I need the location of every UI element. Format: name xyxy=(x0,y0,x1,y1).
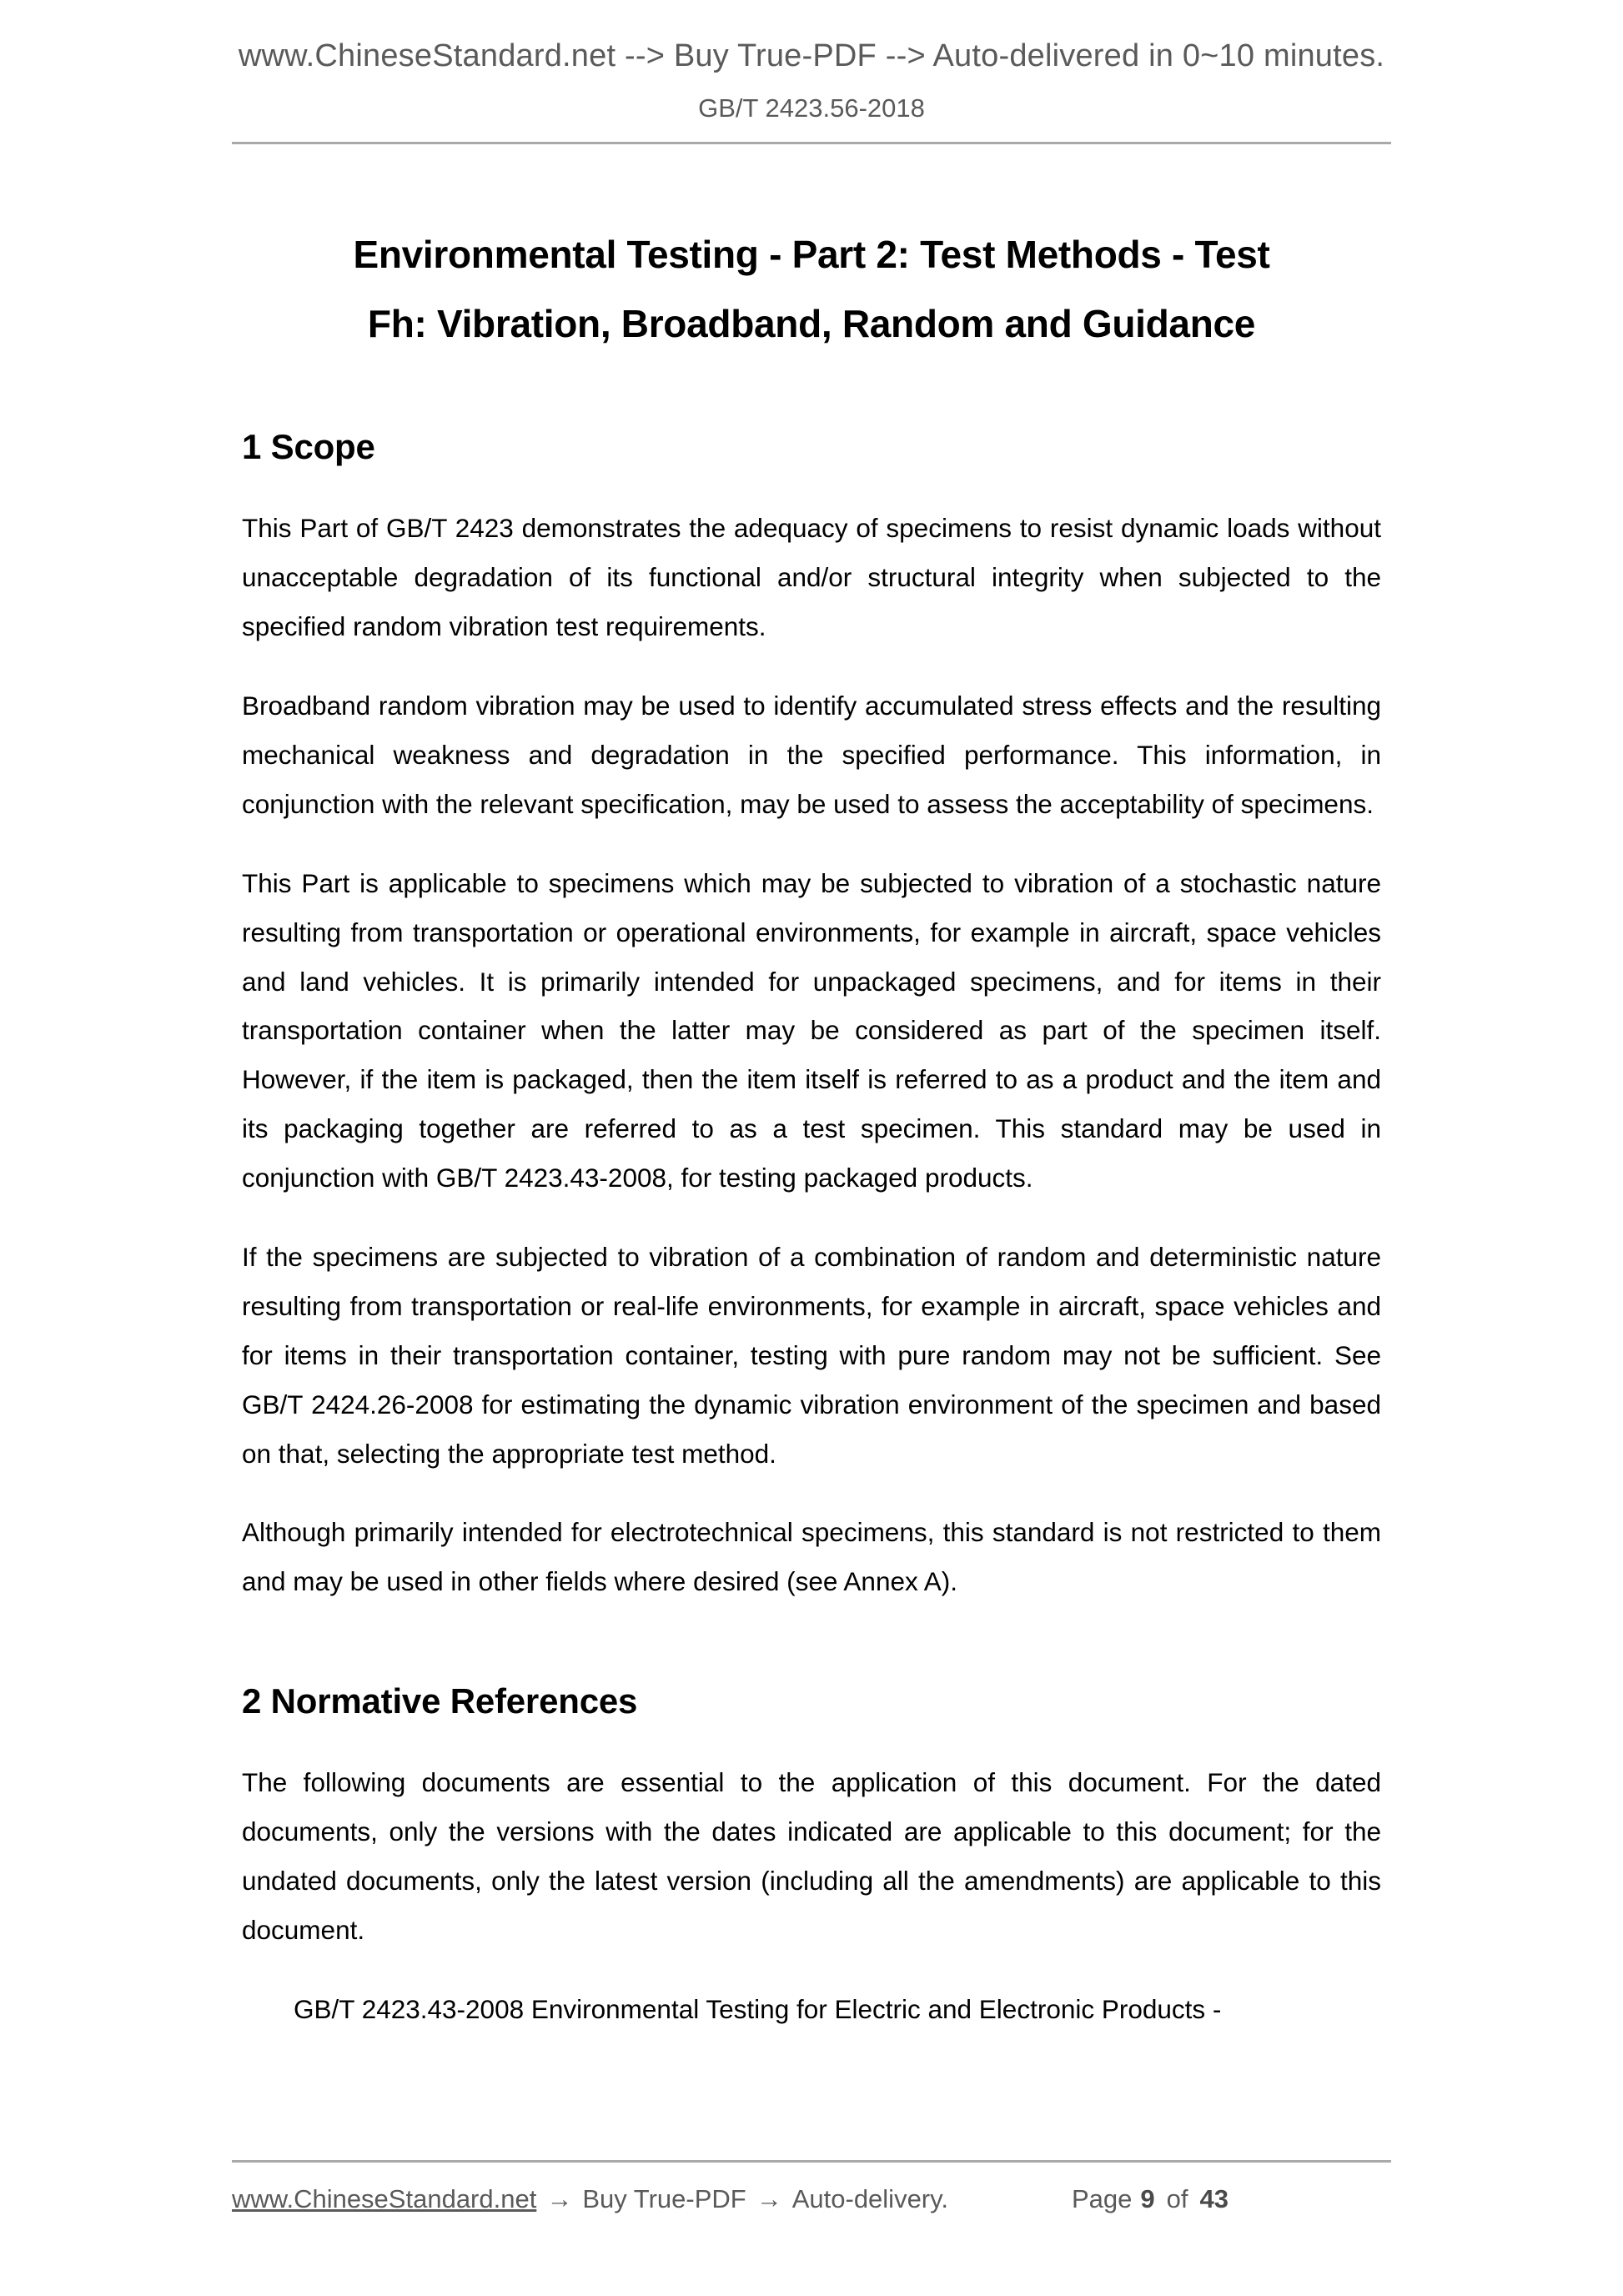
section-heading-normative-references: 2 Normative References xyxy=(242,1681,638,1721)
current-page-number: 9 xyxy=(1140,2184,1155,2213)
header-divider xyxy=(232,142,1391,144)
page-label: Page xyxy=(1071,2184,1133,2213)
paragraph: The following documents are essential to the application of this document. For the dated documents, only the versions with the dates indicated are applicable to this document; for the undated documents, only the latest version (including all the amendments) are applicable to this document. xyxy=(242,1767,1381,1945)
page-title-line-1: Environmental Testing - Part 2: Test Methods - Test xyxy=(353,233,1270,276)
page-indicator xyxy=(1072,2184,1237,2214)
arrow-right-icon: → xyxy=(756,2184,782,2213)
paragraph: If the specimens are subjected to vibration of a combination of random and deterministic nature resulting from transportation or real-life environments, for example in aircraft, space vehicles and for items in their transportation container, testing with pure random may not be sufficient. See GB/T 2424.26-2008 for estimating the dynamic vibration environment of the specimen and based on that, selecting the appropriate test method. xyxy=(242,1242,1381,1469)
paragraph: This Part is applicable to specimens which may be subjected to vibration of a stochastic nature resulting from transportation or operational environments, for example in aircraft, space vehicles and land vehicles. It is primarily intended for unpackaged specimens, and for items in their transportation container when the latter may be considered as part of the specimen itself. However, if the item is packaged, then the item itself is referred to as a product and the item and its packaging together are referred to as a test specimen. This standard may be used in conjunction with GB/T 2423.43-2008, for testing packaged products. xyxy=(242,867,1381,1193)
page-title xyxy=(242,229,1381,349)
page-footer xyxy=(0,2160,1623,2296)
page-header xyxy=(0,0,1623,144)
footer-site-link[interactable]: www.ChineseStandard.net xyxy=(232,2184,537,2213)
page-title-line-2: Fh: Vibration, Broadband, Random and Guidance xyxy=(367,301,1256,345)
footer-buy-label: Buy True-PDF xyxy=(582,2184,746,2213)
of-label: of xyxy=(1166,2184,1188,2213)
paragraph: This Part of GB/T 2423 demonstrates the adequacy of specimens to resist dynamic loads without unacceptable degradation of its functional and/or structural integrity when subjected to the specified random vibration test requirements. xyxy=(242,513,1381,642)
header-standard-number: GB/T 2423.56-2018 xyxy=(698,93,925,123)
paragraph: Broadband random vibration may be used to identify accumulated stress effects and the resulting mechanical weakness and degradation in the specified performance. This information, in conjunction with the relevant specification, may be used to assess the acceptability of specimens. xyxy=(242,691,1381,819)
footer-promo-group xyxy=(232,2184,948,2214)
header-promo-text: www.ChineseStandard.net --> Buy True-PDF --> Auto-delivered in 0~10 minutes. xyxy=(238,38,1385,73)
document-content xyxy=(242,229,1381,2034)
total-page-number: 43 xyxy=(1199,2184,1229,2213)
arrow-right-icon: → xyxy=(546,2184,573,2213)
footer-delivery-label: Auto-delivery. xyxy=(791,2184,948,2213)
footer-row xyxy=(232,2163,1391,2296)
paragraph: Although primarily intended for electrotechnical specimens, this standard is not restricted to them and may be used in other fields where desired (see Annex A). xyxy=(242,1517,1381,1597)
section-heading-scope: 1 Scope xyxy=(242,427,375,467)
normative-reference-item: GB/T 2423.43-2008 Environmental Testing for Electric and Electronic Products - xyxy=(294,1993,1222,2024)
